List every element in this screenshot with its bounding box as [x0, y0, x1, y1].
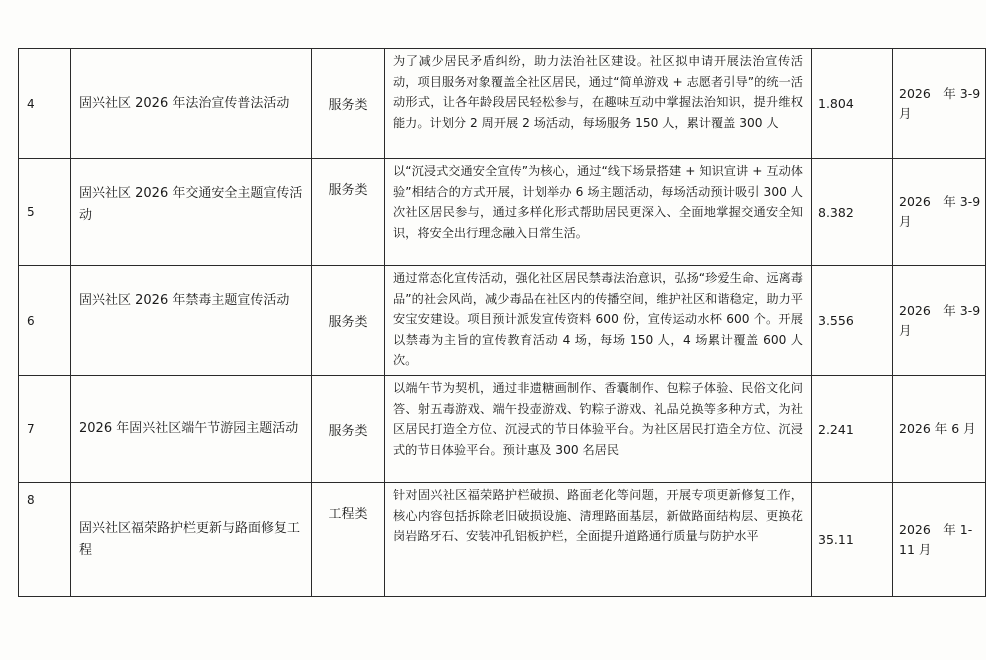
- project-amount: 2.241: [812, 376, 893, 483]
- project-type: 服务类: [312, 376, 385, 483]
- project-description: 以“沉浸式交通安全宣传”为核心，通过“线下场景搭建 + 知识宣讲 + 互动体验”相结合的方式开展，计划举办 6 场主题活动，每场活动预计吸引 300 人次社区居民参与，通过多样化形式帮助居民更深入、全面地掌握交通安全知识，将安全出行理念融入日常生活。: [385, 159, 812, 266]
- row-number: 4: [19, 49, 71, 159]
- project-name: 2026 年固兴社区端午节游园主题活动: [71, 376, 312, 483]
- row-number: 7: [19, 376, 71, 483]
- project-description: 为了减少居民矛盾纠纷，助力法治社区建设。社区拟申请开展法治宣传活动，项目服务对象覆盖全社区居民，通过“简单游戏 + 志愿者引导”的统一活动形式，让各年龄段居民轻松参与，在趣味互动中掌握法治知识，提升维权能力。计划分 2 周开展 2 场活动，每场服务 150 人，累计覆盖 300 人: [385, 49, 812, 159]
- project-amount: 8.382: [812, 159, 893, 266]
- project-amount: 1.804: [812, 49, 893, 159]
- project-amount: 3.556: [812, 266, 893, 376]
- table-row: [19, 49, 986, 159]
- project-time: 2026 年 3-9 月: [893, 266, 986, 376]
- project-time: 2026 年 1-11 月: [893, 483, 986, 597]
- project-name: 固兴社区福荣路护栏更新与路面修复工程: [71, 483, 312, 597]
- project-time: 2026 年 3-9 月: [893, 159, 986, 266]
- project-type: 服务类: [312, 266, 385, 376]
- row-number: 5: [19, 159, 71, 266]
- project-name: 固兴社区 2026 年交通安全主题宣传活动: [71, 159, 312, 266]
- project-type: 服务类: [312, 49, 385, 159]
- table-row: [19, 159, 986, 266]
- project-type: 工程类: [312, 483, 385, 597]
- row-number: 6: [19, 266, 71, 376]
- project-name: 固兴社区 2026 年法治宣传普法活动: [71, 49, 312, 159]
- project-time: 2026 年 6 月: [893, 376, 986, 483]
- project-description: 通过常态化宣传活动，强化社区居民禁毒法治意识，弘扬“珍爱生命、远离毒品”的社会风尚，减少毒品在社区内的传播空间，维护社区和谐稳定，助力平安宝安建设。项目预计派发宣传资料 600 份，宣传运动水杯 600 个。开展以禁毒为主旨的宣传教育活动 4 场，每场 150 人，4 场累计覆盖 600 人次。: [385, 266, 812, 376]
- project-amount: 35.11: [812, 483, 893, 597]
- project-description: 针对固兴社区福荣路护栏破损、路面老化等问题，开展专项更新修复工作，核心内容包括拆除老旧破损设施、清理路面基层，新做路面结构层、更换花岗岩路牙石、安装冲孔铝板护栏，全面提升道路通行质量与防护水平: [385, 483, 812, 597]
- table-row: [19, 376, 986, 483]
- project-table-page: [18, 48, 981, 608]
- project-name: 固兴社区 2026 年禁毒主题宣传活动: [71, 266, 312, 376]
- project-type: 服务类: [312, 159, 385, 266]
- project-description: 以端午节为契机，通过非遗糖画制作、香囊制作、包粽子体验、民俗文化问答、射五毒游戏、端午投壶游戏、钓粽子游戏、礼品兑换等多种方式，为社区居民打造全方位、沉浸式的节日体验平台。为社区居民打造全方位、沉浸式的节日体验平台。预计惠及 300 名居民: [385, 376, 812, 483]
- table-row: [19, 266, 986, 376]
- table-row: [19, 483, 986, 597]
- project-time: 2026 年 3-9 月: [893, 49, 986, 159]
- project-table: [18, 48, 986, 597]
- row-number: 8: [19, 483, 71, 597]
